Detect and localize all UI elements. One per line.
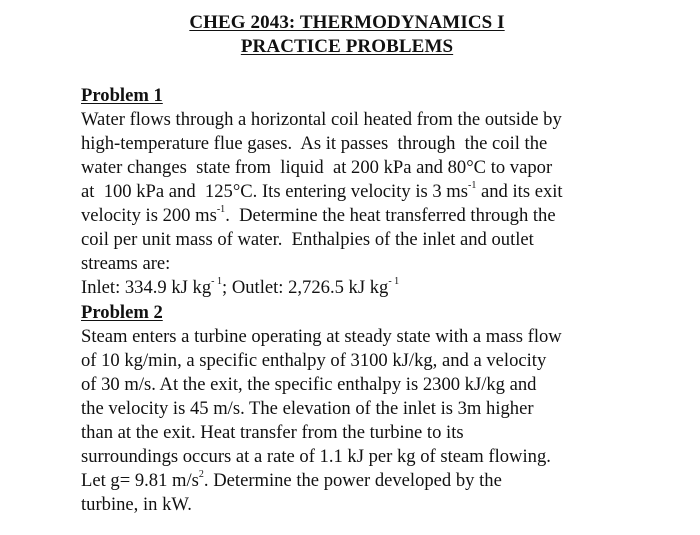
problem-1-line-6: coil per unit mass of water. Enthalpies of the inlet and outlet (81, 229, 534, 250)
problem-1-line-4-text: at 100 kPa and 125°C. Its entering velocity is 3 ms (81, 181, 469, 202)
problem-1-line-1: Water flows through a horizontal coil heated from the outside by (81, 109, 562, 130)
problem-1-line-4 (81, 180, 641, 204)
problem-1-line-2: high-temperature flue gases. As it passes through the coil the (81, 133, 548, 154)
inlet-superscript: - 1 (211, 275, 222, 287)
problem-2-line-6: surroundings occurs at a rate of 1.1 kJ per kg of steam flowing. (81, 446, 551, 467)
problem-1-line-5-text: velocity is 200 ms (81, 205, 217, 226)
problem-1-line-7: streams are: (81, 253, 171, 274)
problem-2-line-2: of 10 kg/min, a specific enthalpy of 3100 kJ/kg, and a velocity (81, 350, 547, 371)
problem-2-line-8: turbine, in kW. (81, 494, 192, 515)
problem-1-line-5 (81, 204, 641, 228)
gravity-tail: . Determine the power developed by the (203, 470, 502, 491)
document-title-line1: CHEG 2043: THERMODYNAMICS I (189, 12, 505, 33)
problem-1-line-4-superscript: -1 (468, 179, 477, 191)
problem-2-line-3: of 30 m/s. At the exit, the specific enthalpy is 2300 kJ/kg and (81, 374, 537, 395)
problem-2-heading: Problem 2 (81, 302, 163, 323)
problem-2-line-1: Steam enters a turbine operating at steady state with a mass flow (81, 326, 562, 347)
problem-2-line-7 (81, 469, 641, 493)
problem-1-heading: Problem 1 (81, 85, 163, 106)
inlet-enthalpy: Inlet: 334.9 kJ kg (81, 277, 212, 298)
outlet-superscript: - 1 (388, 275, 400, 287)
document-title-line2: PRACTICE PROBLEMS (240, 36, 454, 57)
gravity-text: Let g= 9.81 m/s (81, 470, 199, 491)
outlet-enthalpy: ; Outlet: 2,726.5 kJ kg (222, 277, 389, 298)
problem-1-section (81, 84, 641, 300)
problem-2-section (81, 301, 641, 517)
problem-2-line-4: the velocity is 45 m/s. The elevation of the inlet is 3m higher (81, 398, 534, 419)
problem-2-line-5: than at the exit. Heat transfer from the turbine to its (81, 422, 464, 443)
gravity-superscript: 2 (198, 468, 204, 480)
problem-1-line-3: water changes state from liquid at 200 kPa and 80°C to vapor (81, 157, 553, 178)
problem-1-line-4-tail: and its exit (476, 181, 563, 202)
problem-1-enthalpies (81, 276, 641, 300)
problem-1-line-5-tail: . Determine the heat transferred through the (225, 205, 556, 226)
problem-1-line-5-superscript: -1 (216, 203, 226, 215)
